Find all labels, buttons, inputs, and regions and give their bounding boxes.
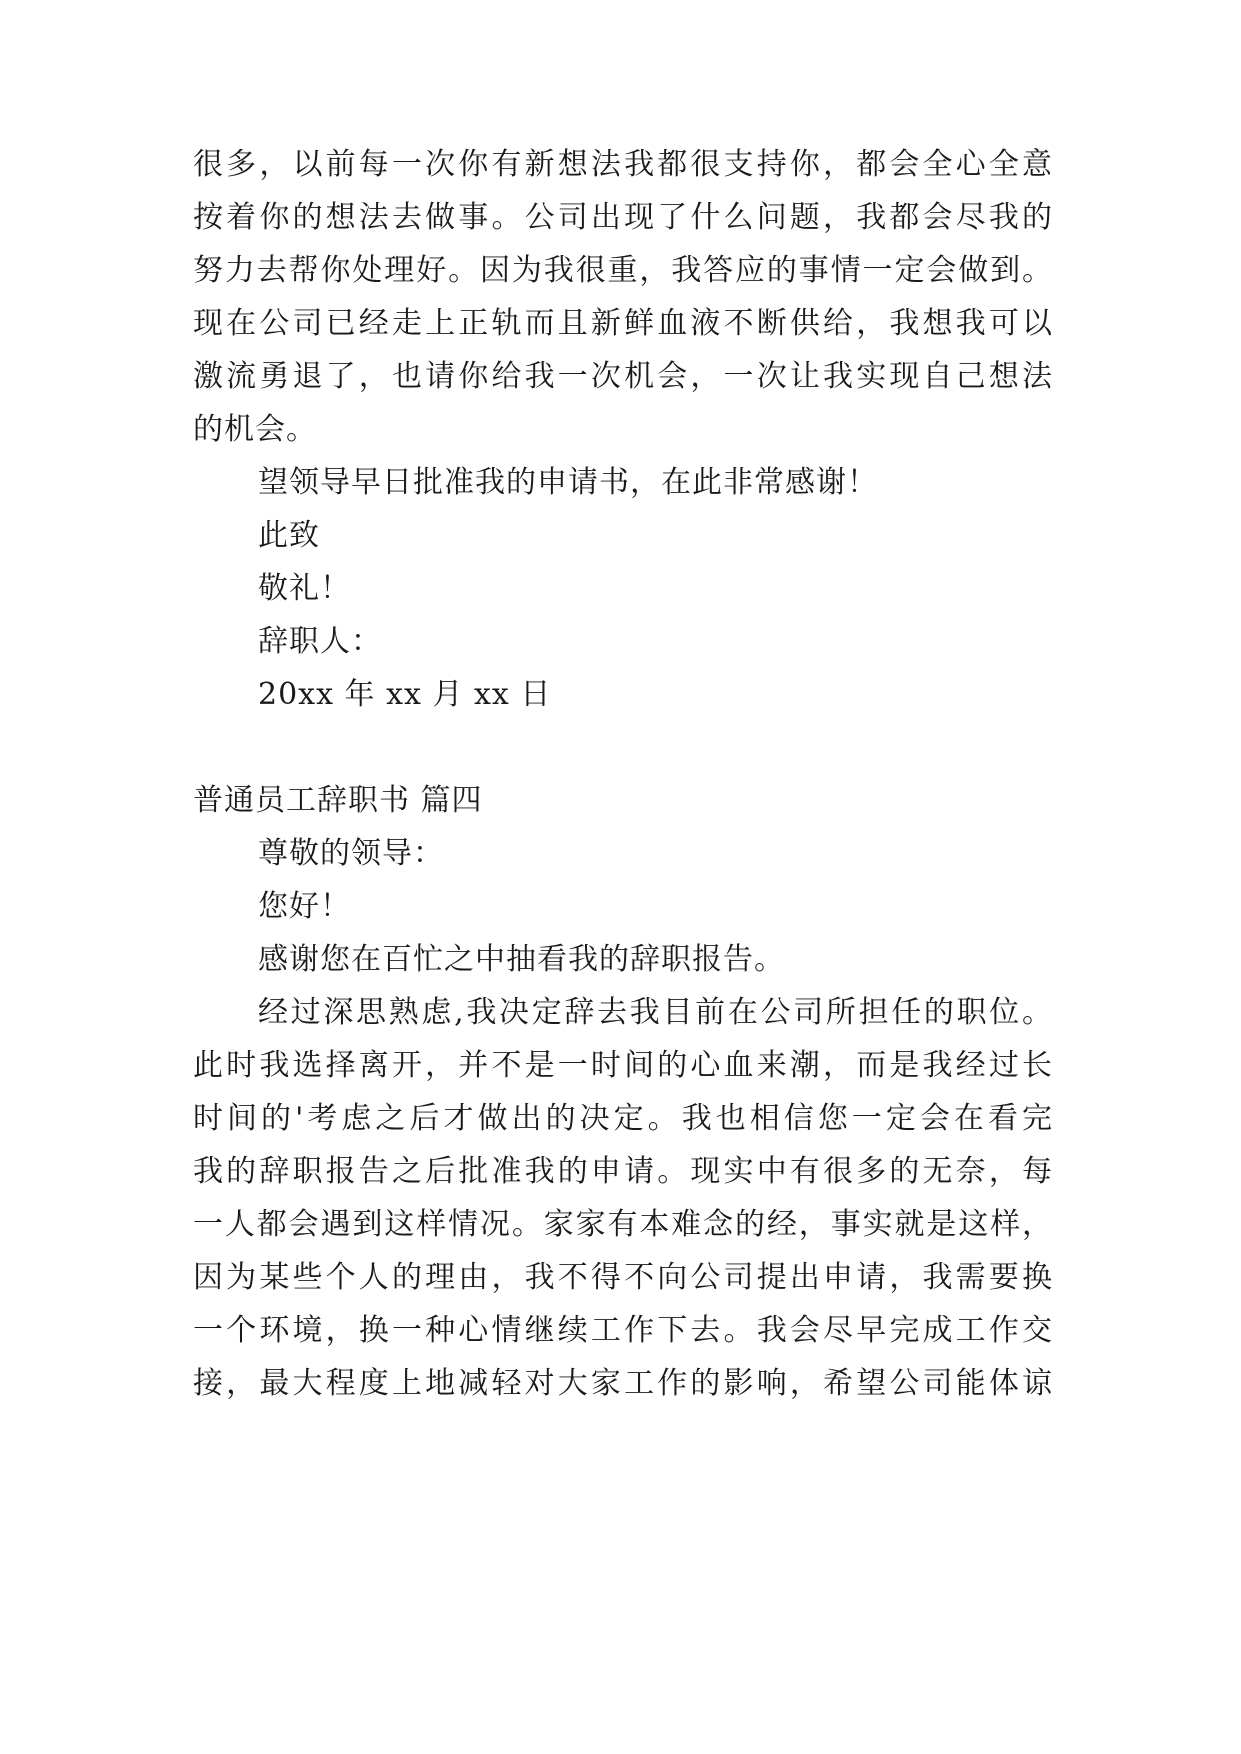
thanks-line: 感谢您在百忙之中抽看我的辞职报告。	[258, 942, 785, 977]
paragraph-line: 因为某些个人的理由，我不得不向公司提出申请，我需要换	[193, 1260, 1053, 1295]
section-heading: 普通员工辞职书 篇四	[193, 783, 483, 818]
paragraph-line: 一个环境，换一种心情继续工作下去。我会尽早完成工作交	[193, 1313, 1053, 1348]
paragraph-line: 一人都会遇到这样情况。家家有本难念的经，事实就是这样，	[193, 1207, 1053, 1242]
paragraph-line: 努力去帮你处理好。因为我很重，我答应的事情一定会做到。	[193, 253, 1053, 288]
hello: 您好！	[258, 889, 351, 924]
paragraph-line: 激流勇退了，也请你给我一次机会，一次让我实现自己想法	[193, 359, 1053, 394]
closing-request: 望领导早日批准我的申请书，在此非常感谢！	[258, 465, 878, 500]
paragraph-line: 很多，以前每一次你有新想法我都很支持你，都会全心全意	[193, 147, 1053, 182]
signer-label: 辞职人：	[258, 624, 382, 659]
paragraph-line: 的机会。	[193, 412, 317, 447]
paragraph-line: 此时我选择离开，并不是一时间的心血来潮，而是我经过长	[193, 1048, 1053, 1083]
salutation-jing-li: 敬礼！	[258, 571, 351, 606]
paragraph-line: 时间的'考虑之后才做出的决定。我也相信您一定会在看完	[193, 1101, 1053, 1136]
letter-date: 20xx 年 xx 月 xx 日	[258, 677, 552, 712]
paragraph-line: 按着你的想法去做事。公司出现了什么问题，我都会尽我的	[193, 200, 1053, 235]
paragraph-line: 现在公司已经走上正轨而且新鲜血液不断供给，我想我可以	[193, 306, 1053, 341]
paragraph-line: 我的辞职报告之后批准我的申请。现实中有很多的无奈，每	[193, 1154, 1053, 1189]
salutation-ci-zhi: 此致	[258, 518, 320, 553]
greeting: 尊敬的领导：	[258, 836, 444, 871]
paragraph-first-line: 经过深思熟虑,我决定辞去我目前在公司所担任的职位。	[258, 995, 1053, 1030]
paragraph-line: 接，最大程度上地减轻对大家工作的影响，希望公司能体谅	[193, 1366, 1053, 1401]
